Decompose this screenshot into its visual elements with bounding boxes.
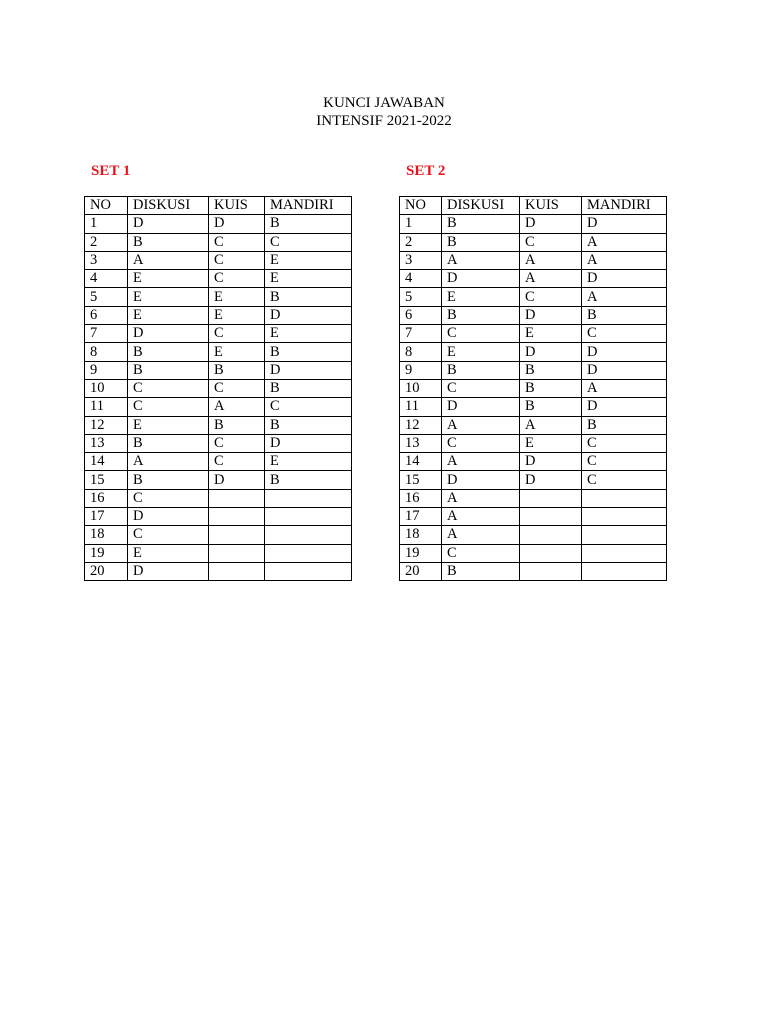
cell-no: 6 — [85, 306, 128, 324]
cell-kuis: D — [520, 471, 582, 489]
table-row — [85, 453, 352, 471]
cell-no: 16 — [85, 489, 128, 507]
cell-no: 15 — [400, 471, 442, 489]
table-row — [400, 398, 667, 416]
cell-diskusi: A — [442, 489, 520, 507]
column-header-diskusi: DISKUSI — [128, 197, 209, 215]
cell-mandiri: E — [265, 453, 352, 471]
cell-kuis: C — [209, 325, 265, 343]
cell-no: 20 — [85, 562, 128, 580]
cell-kuis: B — [209, 361, 265, 379]
cell-diskusi: E — [442, 343, 520, 361]
cell-diskusi: E — [128, 544, 209, 562]
cell-kuis — [520, 508, 582, 526]
table-row — [400, 379, 667, 397]
table-row — [85, 434, 352, 452]
page-title-line1: KUNCI JAWABAN — [323, 95, 445, 111]
cell-no: 3 — [400, 251, 442, 269]
table-row — [85, 398, 352, 416]
table-row — [400, 526, 667, 544]
cell-mandiri — [265, 526, 352, 544]
answer-key-table-set1 — [84, 196, 352, 581]
cell-no: 8 — [400, 343, 442, 361]
cell-kuis: C — [209, 453, 265, 471]
cell-no: 6 — [400, 306, 442, 324]
table-row — [85, 361, 352, 379]
cell-kuis: B — [520, 398, 582, 416]
cell-no: 13 — [400, 434, 442, 452]
table-row — [400, 544, 667, 562]
cell-no: 19 — [85, 544, 128, 562]
cell-no: 9 — [400, 361, 442, 379]
cell-kuis: E — [209, 343, 265, 361]
cell-mandiri — [265, 508, 352, 526]
cell-kuis: B — [520, 361, 582, 379]
cell-diskusi: B — [442, 361, 520, 379]
cell-no: 12 — [400, 416, 442, 434]
cell-mandiri: C — [582, 325, 667, 343]
cell-kuis: C — [209, 270, 265, 288]
table-row — [85, 562, 352, 580]
table-row — [85, 416, 352, 434]
cell-kuis: D — [520, 215, 582, 233]
cell-no: 1 — [85, 215, 128, 233]
cell-kuis — [209, 562, 265, 580]
cell-mandiri — [265, 544, 352, 562]
cell-diskusi: B — [128, 361, 209, 379]
table-row — [85, 233, 352, 251]
table-row — [400, 489, 667, 507]
cell-diskusi: B — [128, 233, 209, 251]
cell-no: 1 — [400, 215, 442, 233]
cell-no: 7 — [85, 325, 128, 343]
cell-no: 3 — [85, 251, 128, 269]
cell-diskusi: C — [442, 325, 520, 343]
table-row — [400, 233, 667, 251]
table-row — [400, 343, 667, 361]
cell-no: 20 — [400, 562, 442, 580]
cell-mandiri: C — [582, 471, 667, 489]
table-row — [85, 270, 352, 288]
table-row — [85, 526, 352, 544]
cell-kuis: C — [209, 434, 265, 452]
cell-diskusi: B — [442, 562, 520, 580]
cell-diskusi: D — [128, 325, 209, 343]
cell-diskusi: D — [128, 562, 209, 580]
cell-diskusi: D — [442, 398, 520, 416]
table-row — [400, 361, 667, 379]
cell-kuis: A — [520, 416, 582, 434]
table-row — [85, 544, 352, 562]
cell-kuis: D — [520, 453, 582, 471]
cell-kuis — [209, 544, 265, 562]
cell-diskusi: C — [128, 526, 209, 544]
table-row — [400, 508, 667, 526]
cell-mandiri — [265, 562, 352, 580]
cell-kuis: C — [520, 288, 582, 306]
cell-diskusi: E — [128, 306, 209, 324]
cell-no: 18 — [400, 526, 442, 544]
cell-diskusi: A — [442, 526, 520, 544]
cell-diskusi: B — [442, 306, 520, 324]
cell-no: 14 — [85, 453, 128, 471]
cell-no: 14 — [400, 453, 442, 471]
cell-diskusi: D — [128, 508, 209, 526]
cell-mandiri: D — [582, 270, 667, 288]
cell-kuis: A — [520, 270, 582, 288]
cell-kuis: E — [520, 325, 582, 343]
cell-mandiri — [265, 489, 352, 507]
cell-diskusi: E — [128, 288, 209, 306]
page-title-line2: INTENSIF 2021-2022 — [316, 113, 452, 129]
cell-mandiri: B — [265, 288, 352, 306]
cell-kuis — [520, 544, 582, 562]
cell-mandiri — [582, 526, 667, 544]
table-row — [85, 343, 352, 361]
cell-mandiri: C — [582, 434, 667, 452]
table-row — [400, 434, 667, 452]
cell-mandiri: D — [265, 434, 352, 452]
cell-mandiri: C — [265, 398, 352, 416]
cell-diskusi: C — [128, 398, 209, 416]
cell-no: 11 — [400, 398, 442, 416]
cell-mandiri: E — [265, 251, 352, 269]
cell-kuis — [209, 489, 265, 507]
cell-mandiri: A — [582, 233, 667, 251]
column-header-diskusi: DISKUSI — [442, 197, 520, 215]
cell-no: 18 — [85, 526, 128, 544]
cell-mandiri: B — [265, 343, 352, 361]
cell-diskusi: C — [128, 489, 209, 507]
cell-kuis: C — [209, 379, 265, 397]
cell-mandiri: C — [265, 233, 352, 251]
table-row — [400, 288, 667, 306]
cell-diskusi: A — [128, 251, 209, 269]
cell-mandiri: B — [582, 306, 667, 324]
table-header-row — [400, 197, 667, 215]
cell-diskusi: C — [442, 544, 520, 562]
table-row — [400, 270, 667, 288]
cell-kuis: D — [209, 215, 265, 233]
cell-kuis — [209, 526, 265, 544]
cell-mandiri: B — [265, 416, 352, 434]
table-row — [400, 325, 667, 343]
cell-diskusi: A — [442, 508, 520, 526]
cell-diskusi: B — [442, 233, 520, 251]
cell-mandiri: D — [265, 306, 352, 324]
cell-diskusi: E — [128, 416, 209, 434]
cell-diskusi: E — [128, 270, 209, 288]
cell-diskusi: A — [442, 251, 520, 269]
set2-label: SET 2 — [406, 163, 446, 179]
cell-kuis — [520, 489, 582, 507]
cell-kuis: D — [520, 343, 582, 361]
table-row — [85, 306, 352, 324]
cell-diskusi: A — [128, 453, 209, 471]
cell-no: 8 — [85, 343, 128, 361]
cell-no: 11 — [85, 398, 128, 416]
cell-mandiri: D — [582, 398, 667, 416]
cell-no: 2 — [400, 233, 442, 251]
cell-no: 19 — [400, 544, 442, 562]
table-row — [400, 453, 667, 471]
cell-kuis: C — [209, 233, 265, 251]
cell-mandiri: E — [265, 325, 352, 343]
cell-no: 5 — [85, 288, 128, 306]
cell-kuis: C — [520, 233, 582, 251]
cell-kuis: A — [520, 251, 582, 269]
cell-mandiri — [582, 489, 667, 507]
cell-diskusi: E — [442, 288, 520, 306]
cell-diskusi: B — [442, 215, 520, 233]
cell-kuis: E — [520, 434, 582, 452]
column-header-mandiri: MANDIRI — [582, 197, 667, 215]
cell-no: 4 — [400, 270, 442, 288]
table-row — [85, 508, 352, 526]
cell-no: 9 — [85, 361, 128, 379]
cell-mandiri: B — [265, 215, 352, 233]
cell-diskusi: B — [128, 471, 209, 489]
cell-diskusi: C — [442, 434, 520, 452]
table-row — [85, 215, 352, 233]
cell-diskusi: A — [442, 416, 520, 434]
cell-kuis: D — [209, 471, 265, 489]
cell-mandiri — [582, 544, 667, 562]
cell-no: 10 — [85, 379, 128, 397]
cell-diskusi: B — [128, 343, 209, 361]
table-row — [400, 306, 667, 324]
table-header-row — [85, 197, 352, 215]
cell-no: 7 — [400, 325, 442, 343]
answer-key-table-set2 — [399, 196, 667, 581]
cell-diskusi: C — [442, 379, 520, 397]
table-row — [85, 251, 352, 269]
cell-no: 13 — [85, 434, 128, 452]
cell-diskusi: D — [442, 270, 520, 288]
cell-kuis: A — [209, 398, 265, 416]
cell-no: 4 — [85, 270, 128, 288]
cell-no: 2 — [85, 233, 128, 251]
cell-diskusi: D — [128, 215, 209, 233]
cell-no: 17 — [85, 508, 128, 526]
table-row — [85, 489, 352, 507]
table-row — [85, 288, 352, 306]
table-row — [85, 471, 352, 489]
cell-kuis: E — [209, 306, 265, 324]
cell-diskusi: D — [442, 471, 520, 489]
column-header-kuis: KUIS — [520, 197, 582, 215]
table-row — [400, 471, 667, 489]
cell-no: 12 — [85, 416, 128, 434]
cell-mandiri: A — [582, 379, 667, 397]
set1-label: SET 1 — [91, 163, 131, 179]
table-row — [400, 251, 667, 269]
column-header-mandiri: MANDIRI — [265, 197, 352, 215]
column-header-no: NO — [400, 197, 442, 215]
cell-mandiri: B — [265, 471, 352, 489]
cell-kuis: B — [520, 379, 582, 397]
cell-mandiri — [582, 562, 667, 580]
cell-kuis — [520, 526, 582, 544]
cell-mandiri: A — [582, 288, 667, 306]
cell-mandiri: D — [582, 215, 667, 233]
table-row — [400, 416, 667, 434]
cell-kuis: C — [209, 251, 265, 269]
table-row — [85, 379, 352, 397]
cell-mandiri: D — [265, 361, 352, 379]
cell-mandiri — [582, 508, 667, 526]
cell-kuis — [209, 508, 265, 526]
cell-kuis: E — [209, 288, 265, 306]
cell-no: 16 — [400, 489, 442, 507]
cell-no: 10 — [400, 379, 442, 397]
column-header-no: NO — [85, 197, 128, 215]
column-header-kuis: KUIS — [209, 197, 265, 215]
cell-mandiri: D — [582, 343, 667, 361]
cell-no: 17 — [400, 508, 442, 526]
cell-mandiri: E — [265, 270, 352, 288]
table-row — [85, 325, 352, 343]
cell-diskusi: B — [128, 434, 209, 452]
cell-no: 15 — [85, 471, 128, 489]
table-row — [400, 562, 667, 580]
cell-kuis: D — [520, 306, 582, 324]
cell-mandiri: B — [582, 416, 667, 434]
cell-no: 5 — [400, 288, 442, 306]
cell-mandiri: B — [265, 379, 352, 397]
cell-kuis — [520, 562, 582, 580]
table-row — [400, 215, 667, 233]
cell-diskusi: A — [442, 453, 520, 471]
cell-mandiri: A — [582, 251, 667, 269]
cell-mandiri: C — [582, 453, 667, 471]
cell-mandiri: D — [582, 361, 667, 379]
cell-kuis: B — [209, 416, 265, 434]
cell-diskusi: C — [128, 379, 209, 397]
